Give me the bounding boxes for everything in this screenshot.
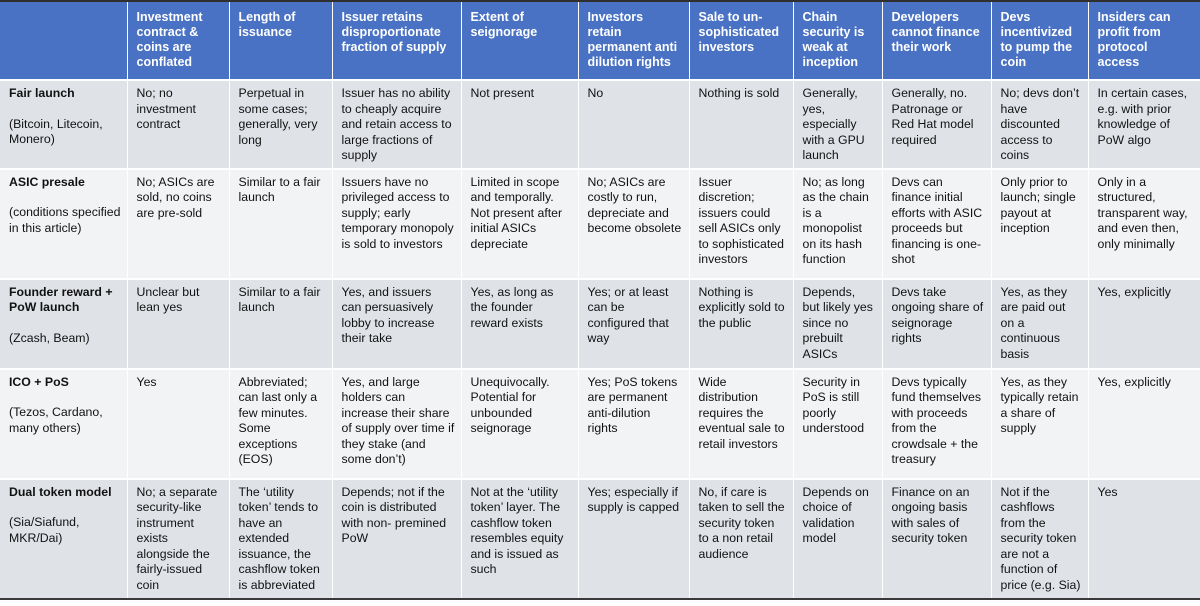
row-examples: (Sia/Siafund, MKR/Dai) — [9, 515, 80, 545]
table-cell: Wide distribution requires the eventual sale to retail investors — [689, 369, 793, 479]
row-examples: (Zcash, Beam) — [9, 330, 90, 345]
table-cell: Unclear but lean yes — [127, 279, 229, 369]
table-cell: Issuer discretion; issuers could sell ASICs only to sophisticated investors — [689, 169, 793, 279]
row-header — [0, 279, 127, 369]
table-cell: Yes, as they are paid out on a continuous basis — [991, 279, 1088, 369]
table-row — [0, 479, 1200, 599]
table-cell: Devs take ongoing share of seignorage rights — [882, 279, 991, 369]
row-header — [0, 80, 127, 169]
table-cell: Yes — [1088, 479, 1200, 599]
table-cell: Similar to a fair launch — [229, 279, 332, 369]
header-corner — [0, 2, 127, 80]
header-cell: Chain security is weak at inception — [793, 2, 882, 80]
table-cell: Yes, explicitly — [1088, 369, 1200, 479]
row-title: Founder reward + PoW launch — [9, 284, 113, 314]
table-row — [0, 369, 1200, 479]
header-cell: Devs incentivized to pump the coin — [991, 2, 1088, 80]
row-header — [0, 369, 127, 479]
table-cell: Yes; or at least can be configured that way — [578, 279, 689, 369]
header-cell: Investors retain permanent anti dilution rights — [578, 2, 689, 80]
table-cell: Similar to a fair launch — [229, 169, 332, 279]
table-cell: Only in a structured, transparent way, and even then, only minimally — [1088, 169, 1200, 279]
table-cell: No — [578, 80, 689, 169]
header-cell: Issuer retains disproportionate fraction of supply — [332, 2, 461, 80]
row-title: ASIC presale — [9, 174, 85, 189]
table-cell: Finance on an ongoing basis with sales of security token — [882, 479, 991, 599]
header-row — [0, 2, 1200, 80]
row-title: Dual token model — [9, 484, 112, 499]
row-header — [0, 169, 127, 279]
header-cell: Developers cannot finance their work — [882, 2, 991, 80]
table-cell: Devs typically fund themselves with proceeds from the crowdsale + the treasury — [882, 369, 991, 479]
header-cell: Extent of seignorage — [461, 2, 578, 80]
table-cell: Generally, no. Patronage or Red Hat model required — [882, 80, 991, 169]
table-cell: Not at the ‘utility token’ layer. The cashflow token resembles equity and is issued as such — [461, 479, 578, 599]
table-cell: Yes — [127, 369, 229, 479]
table-cell: Unequivocally. Potential for unbounded seignorage — [461, 369, 578, 479]
table-cell: Security in PoS is still poorly understood — [793, 369, 882, 479]
comparison-table — [0, 2, 1200, 600]
table-cell: Abbreviated; can last only a few minutes. Some exceptions (EOS) — [229, 369, 332, 479]
table-cell: Only prior to launch; single payout at inception — [991, 169, 1088, 279]
table-cell: Depends, but likely yes since no prebuilt ASICs — [793, 279, 882, 369]
table-cell: Yes, and large holders can increase their share of supply over time if they stake (and some don’t) — [332, 369, 461, 479]
table-cell: Yes; especially if supply is capped — [578, 479, 689, 599]
table-cell: Yes, as they typically retain a share of supply — [991, 369, 1088, 479]
row-examples: (Tezos, Cardano, many others) — [9, 405, 103, 435]
table-row — [0, 80, 1200, 169]
table-row — [0, 169, 1200, 279]
header-cell: Sale to un-sophisticated investors — [689, 2, 793, 80]
table-cell: No; ASICs are sold, no coins are pre-sold — [127, 169, 229, 279]
table-cell: Nothing is sold — [689, 80, 793, 169]
table-row — [0, 279, 1200, 369]
table-cell: No; ASICs are costly to run, depreciate and become obsolete — [578, 169, 689, 279]
table-cell: Not present — [461, 80, 578, 169]
row-examples: (Bitcoin, Litecoin, Monero) — [9, 116, 103, 146]
row-title: Fair launch — [9, 86, 75, 100]
table-cell: Perpetual in some cases; generally, very long — [229, 80, 332, 169]
header-cell: Length of issuance — [229, 2, 332, 80]
header-cell: Investment contract & coins are conflated — [127, 2, 229, 80]
table-cell: No; a separate security-like instrument exists alongside the fairly-issued coin — [127, 479, 229, 599]
table-cell: Depends; not if the coin is distributed with non- premined PoW — [332, 479, 461, 599]
table-cell: No; devs don’t have discounted access to coins — [991, 80, 1088, 169]
table-cell: No; as long as the chain is a monopolist on its hash function — [793, 169, 882, 279]
header-cell: Insiders can profit from protocol access — [1088, 2, 1200, 80]
table-cell: Yes, explicitly — [1088, 279, 1200, 369]
table-cell: No, if care is taken to sell the security token to a non retail audience — [689, 479, 793, 599]
table-cell: Devs can finance initial efforts with ASIC proceeds but financing is one-shot — [882, 169, 991, 279]
table-cell: Limited in scope and temporally. Not present after initial ASICs depreciate — [461, 169, 578, 279]
table-cell: Issuers have no privileged access to supply; early temporary monopoly is sold to investors — [332, 169, 461, 279]
table-cell: Yes; PoS tokens are permanent anti-dilution rights — [578, 369, 689, 479]
row-header — [0, 479, 127, 599]
table-cell: Generally, yes, especially with a GPU launch — [793, 80, 882, 169]
table-cell: Not if the cashflows from the security token are not a function of price (e.g. Sia) — [991, 479, 1088, 599]
row-title: ICO + PoS — [9, 374, 69, 389]
table-cell: Yes, as long as the founder reward exists — [461, 279, 578, 369]
row-examples: (conditions specified in this article) — [9, 205, 121, 235]
table-cell: Yes, and issuers can persuasively lobby to increase their take — [332, 279, 461, 369]
table-cell: In certain cases, e.g. with prior knowledge of PoW algo — [1088, 80, 1200, 169]
table-cell: Nothing is explicitly sold to the public — [689, 279, 793, 369]
table-cell: No; no investment contract — [127, 80, 229, 169]
table-cell: Depends on choice of validation model — [793, 479, 882, 599]
table-cell: The ‘utility token’ tends to have an extended issuance, the cashflow token is abbreviated — [229, 479, 332, 599]
table-cell: Issuer has no ability to cheaply acquire and retain access to large fractions of supply — [332, 80, 461, 169]
